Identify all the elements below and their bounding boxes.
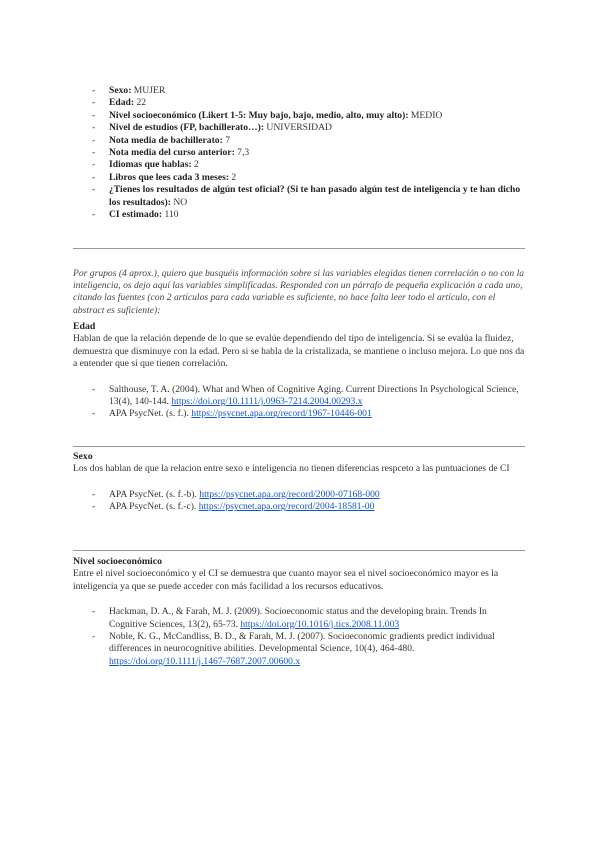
reference-link[interactable]: https://psycnet.apa.org/record/1967-10446-001 [191,408,372,420]
reference-text: APA PsycNet. (s. f.-c). [109,501,199,513]
section-edad [73,321,525,421]
attribute-label: Nota media del curso anterior [109,147,232,159]
reference-text: Hackman, D. A., & Farah, M. J. (2009). Socioeconomic status and the developing brain. Trends In Cognitive Sciences, 13(2), 65-73. [109,606,487,630]
instructions-paragraph: Por grupos (4 aprox.), quiero que busquéis información sobre si las variables elegidas tienen correlación o no con la inteligencia, os dejo aquí las variables simplificadas. Responded con un párrafo de pequeña explicación a cada uno, citando las fuentes (con 2 artículos para cada variable es suficiente, no hace falta leer todo el artículo, con el abstract es suficiente): [73,267,525,316]
reference-text: Noble, K. G., McCandliss, B. D., & Farah, M. J. (2007). Socioeconomic gradients predict individual differences in neurocognitive abilities. Developmental Science, 10(4), 464-480. [109,631,495,655]
attribute-value: 22 [136,97,147,109]
bullet-dash: - [92,159,96,171]
section-body: Los dos hablan de que la relacion entre sexo e inteligencia no tienen diferencias respceto a las puntuaciones de CI [73,463,510,475]
attribute-value: NO [173,196,188,208]
list-item: - Libros que lees cada 3 meses: 2 [92,171,237,183]
list-item: - Sexo: MUJER [92,85,166,96]
reference-item [73,489,525,501]
reference-link[interactable]: https://psycnet.apa.org/record/2004-18581-00 [198,501,375,513]
bullet-dash: - [92,97,96,109]
reference-link[interactable]: https://doi.org/10.1111/j.0963-7214.2004.00293.x [171,396,363,408]
list-item: - Nota media del curso anterior: 7,3 [92,147,250,159]
bullet-dash: - [92,488,96,500]
reference-list [73,606,525,668]
list-item: - Edad: 22 [92,97,147,109]
reference-list [73,384,525,421]
attribute-label: CI estimado [109,209,159,221]
bullet-dash: - [92,147,96,159]
reference-link[interactable]: https://doi.org/10.1111/j.1467-7687.2007.00600.x [109,655,301,667]
reference-item [73,631,525,668]
attribute-label: ¿Tienes los resultados de algún test oficial? (Si te han pasado algún test de inteligencia y te han dicho los resultados) [109,184,521,208]
attribute-label: Nivel de estudios (FP, bachillerato…) [109,122,261,134]
divider [73,550,525,551]
bullet-dash: - [92,501,96,513]
section-title: Nivel socioeconómico [73,556,162,567]
attribute-label: Idiomas que hablas [109,159,189,171]
bullet-dash: - [92,122,96,134]
reference-item [73,501,525,513]
attribute-value: 110 [164,209,179,221]
list-item: - Nivel de estudios (FP, bachillerato…): UNIVERSIDAD [92,122,332,134]
section-body: Hablan de que la relación depende de lo que se evalúe dependiendo del tipo de inteligencia. Si se evalúa la fluidez, demuestra que disminuye con la edad. Pero si se habla de la cristalizada, se mantiene o incluso mejora. Lo que nos da a entender que sí que tienen correlación. [73,333,525,370]
section-body: Entre el nivel socioeconómico y el CI se demuestra que cuanto mayor sea el nivel socioeconómico mayor es la inteligencia ya que se puede acceder con más facilidad a los recursos educativos. [73,568,499,592]
list-item: - Nota media de bachillerato: 7 [92,134,230,146]
reference-text: APA PsycNet. (s. f.). [109,408,192,420]
section-title: Edad [73,321,96,332]
bullet-dash: - [92,109,96,121]
bullet-dash: - [92,631,96,643]
attribute-label: Sexo [109,85,129,96]
attribute-list [92,85,532,221]
list-item: - Idiomas que hablas: 2 [92,159,199,171]
list-item: - ¿Tienes los resultados de algún test oficial? (Si te han pasado algún test de inteligencia y te han dicho los resultados): NO [92,184,521,208]
reference-link[interactable]: https://psycnet.apa.org/record/2000-07168-000 [199,488,380,500]
section-title: Sexo [73,451,93,462]
bullet-dash: - [92,85,96,96]
attribute-value: MEDIO [410,109,443,121]
reference-item [73,408,525,420]
list-item: - Nivel socioeconómico (Likert 1-5: Muy bajo, bajo, medio, alto, muy alto): MEDIO [92,109,443,121]
bullet-dash: - [92,134,96,146]
bullet-dash: - [92,408,96,420]
bullet-dash: - [92,171,96,183]
divider [73,446,525,447]
section-nivel-socioeconomico [73,556,525,668]
attribute-label: Libros que lees cada 3 meses [109,171,226,183]
reference-list [73,489,525,514]
bullet-dash: - [92,606,96,618]
reference-item [73,606,525,631]
bullet-dash: - [92,383,96,395]
attribute-label: Nota media de bachillerato [109,134,220,146]
section-sexo [73,451,525,514]
bullet-dash: - [92,184,96,196]
attribute-value: UNIVERSIDAD [266,122,332,134]
bullet-dash: - [92,209,96,221]
attribute-label: Edad [109,97,131,109]
divider [73,248,525,249]
list-item: - CI estimado: 110 [92,209,179,221]
reference-item [73,384,525,409]
attribute-value: 7 [225,134,230,146]
attribute-value: 2 [231,171,237,183]
attribute-value: 7,3 [237,147,250,159]
reference-text: APA PsycNet. (s. f.-b). [109,488,200,500]
attribute-value: 2 [194,159,199,171]
reference-text: Salthouse, T. A. (2004). What and When of Cognitive Aging. Current Directions In Psychological Science, 13(4), 140-144. [109,383,519,408]
attribute-value: MUJER [133,85,166,96]
attribute-label: Nivel socioeconómico (Likert 1-5: Muy bajo, bajo, medio, alto, muy alto) [109,109,406,121]
reference-link[interactable]: https://doi.org/10.1016/j.tics.2008.11.003 [240,618,400,630]
